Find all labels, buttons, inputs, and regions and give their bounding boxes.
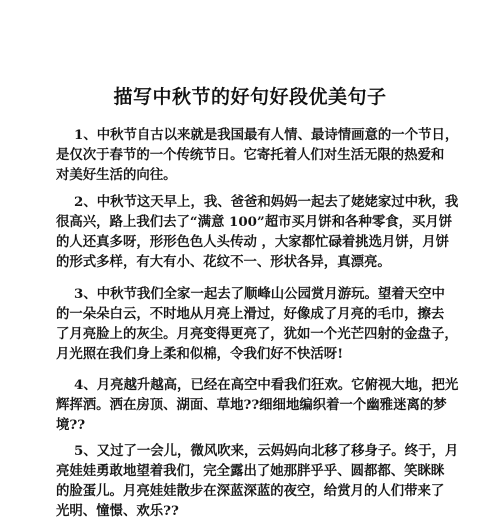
paragraph-line: 的一朵朵白云，不时地从月亮上滑过，好像成了月亮的毛巾，擦去	[56, 306, 445, 322]
paragraph-line: 2、中秋节这天早上，我、爸爸和妈妈一起去了姥姥家过中秋，我	[74, 194, 459, 210]
paragraph-5	[56, 441, 476, 521]
paragraph-line: 光明、憧憬、欢乐??	[56, 503, 179, 519]
paragraph-line: 的脸蛋儿。月亮娃娃散步在深蓝深蓝的夜空，给赏月的人们带来了	[56, 483, 445, 499]
paragraph-line: 的形式多样，有大有小、花纹不一、形状各异，真漂亮。	[56, 254, 391, 270]
paragraph-line: 4、月亮越升越高，已经在高空中看我们狂欢。它俯视大地，把光	[74, 377, 459, 393]
paragraph-3	[56, 284, 476, 364]
article-title: 描写中秋节的好句好段优美句子	[113, 86, 387, 108]
paragraph-line: 是仅次于春节的一个传统节日。它寄托着人们对生活无限的热爱和	[56, 147, 445, 163]
paragraph-line: 境??	[56, 417, 86, 433]
paragraph-line: 辉挥洒。洒在房顶、湖面、草地??细细地编织着一个幽雅迷离的梦	[56, 397, 447, 413]
paragraph-line: 月光照在我们身上柔和似棉，令我们好不快活呀!	[56, 346, 344, 362]
paragraph-4	[56, 375, 476, 435]
paragraph-line: 5、又过了一会儿，微风吹来，云妈妈向北移了移身子。终于，月	[74, 443, 459, 459]
paragraph-line: 3、中秋节我们全家一起去了顺峰山公园赏月游玩。望着天空中	[74, 286, 445, 302]
paragraph-line: 了月亮脸上的灰尘。月亮变得更亮了，犹如一个光芒四射的金盘子，	[56, 326, 458, 342]
paragraph-line: 亮娃娃勇敢地望着我们，完全露出了她那胖乎乎、圆都都、笑眯眯	[56, 463, 445, 479]
paragraph-1	[56, 125, 476, 185]
paragraph-line: 对美好生活的向往。	[56, 167, 177, 183]
paragraph-line: 很高兴，路上我们去了“满意 100”超市买月饼和各种零食，买月饼	[56, 214, 453, 230]
paragraph-2	[56, 192, 476, 272]
paragraph-line: 1、中秋节自古以来就是我国最有人情、最诗情画意的一个节日，	[74, 127, 459, 143]
paragraph-line: 的人还真多呀，形形色色人头传动 ，大家都忙碌着挑选月饼，月饼	[56, 234, 449, 250]
